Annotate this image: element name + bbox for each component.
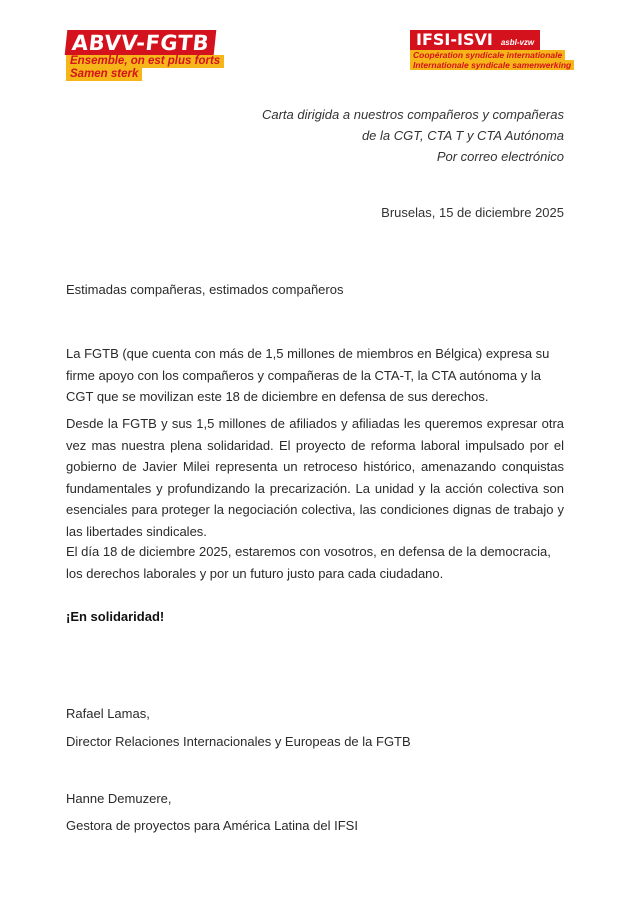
signatory-1-role: Director Relaciones Internacionales y Europeas de la FGTB (66, 734, 411, 749)
closing: ¡En solidaridad! (66, 609, 165, 624)
address-line-2: de la CGT, CTA T y CTA Autónoma (361, 128, 564, 143)
ifsi-isvi-logo-title: IFSI-ISVI (416, 30, 493, 49)
signatory-2-role: Gestora de proyectos para América Latina del IFSI (66, 818, 358, 833)
letter-date: Bruselas, 15 de diciembre 2025 (381, 205, 564, 220)
abvv-fgtb-tagline-2: Samen sterk (66, 68, 142, 81)
ifsi-isvi-logo (410, 30, 574, 70)
body-paragraph-1: La FGTB (que cuenta con más de 1,5 millones de miembros en Bélgica) expresa su firme apoyo con los compañeros y compañeras de la CTA-T, la CTA autónoma y la CGT que se movilizan este 18 de diciembre en defensa de sus derechos. (66, 346, 550, 404)
abvv-fgtb-logo (66, 30, 224, 81)
recipient-address-block (262, 104, 564, 167)
address-line-1: Carta dirigida a nuestros compañeros y compañeras (261, 107, 564, 122)
ifsi-isvi-tagline-1: Coopération syndicale internationale (410, 50, 565, 60)
salutation: Estimadas compañeras, estimados compañeros (66, 282, 344, 297)
abvv-fgtb-logo-title: ABVV-FGTB (65, 30, 217, 55)
signatory-2-name: Hanne Demuzere, (66, 791, 172, 806)
ifsi-isvi-tagline-2: Internationale syndicale samenwerking (410, 60, 574, 70)
abvv-fgtb-tagline-1: Ensemble, on est plus forts (66, 55, 224, 68)
address-line-3: Por correo electrónico (436, 149, 564, 164)
body-paragraph-3: El día 18 de diciembre 2025, estaremos con vosotros, en defensa de la democracia, los derechos laborales y por un futuro justo para cada ciudadano. (66, 544, 551, 581)
signatory-1-name: Rafael Lamas, (66, 706, 150, 721)
body-paragraph-2: Desde la FGTB y sus 1,5 millones de afiliados y afiliadas les queremos expresar otra vez mas nuestra plena solidaridad. El proyecto de reforma laboral impulsado por el gobierno de Javier Milei representa un retroceso histórico, amenazando conquistas fundamentales y profundizando la precarización. La unidad y la acción colectiva son esenciales para proteger la negociación colectiva, las condiciones dignas de trabajo y las libertades sindicales. (66, 416, 564, 539)
ifsi-isvi-title-row (410, 30, 540, 50)
ifsi-isvi-logo-suffix: asbl-vzw (500, 38, 535, 47)
